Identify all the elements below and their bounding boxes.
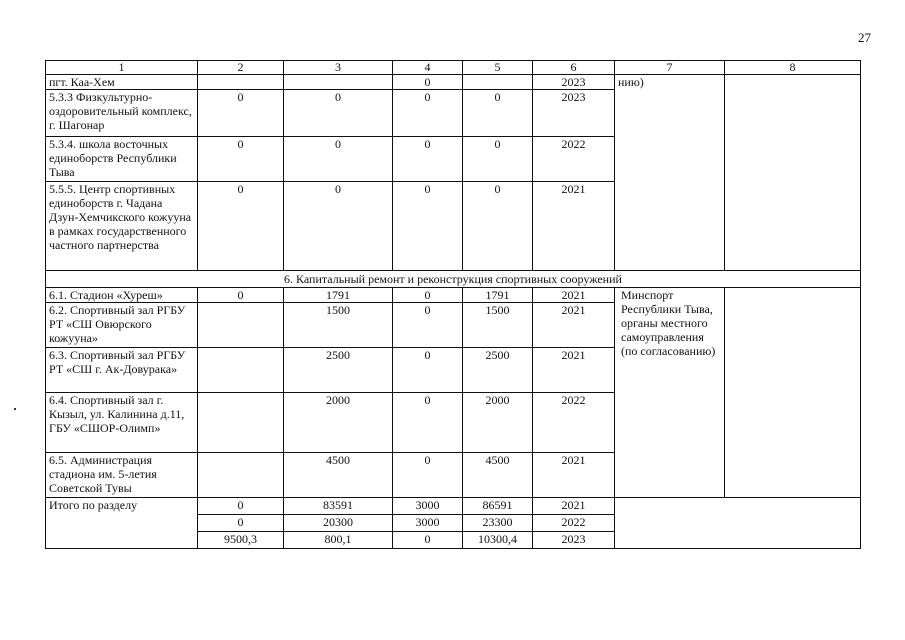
cell	[198, 393, 284, 453]
cell: 0	[393, 90, 463, 137]
total-empty-cell	[615, 498, 861, 549]
cell: 0	[463, 182, 533, 271]
cell: 2021	[533, 348, 615, 393]
cell: 0	[198, 288, 284, 303]
responsible-cell: нию)	[615, 75, 725, 271]
section-row	[46, 271, 861, 288]
cell: 20300	[284, 515, 393, 532]
cell: 0	[198, 498, 284, 515]
cell: 1500	[284, 303, 393, 348]
cell: 2022	[533, 393, 615, 453]
cell: 2023	[533, 75, 615, 90]
cell: 0	[393, 348, 463, 393]
notes-cell	[725, 288, 861, 498]
cell: 2500	[463, 348, 533, 393]
cell: 3000	[393, 498, 463, 515]
row-name: 6.4. Спортивный зал г. Кызыл, ул. Калинина д.11, ГБУ «СШОР-Олимп»	[46, 393, 198, 453]
cell: 0	[393, 532, 463, 549]
cell: 9500,3	[198, 532, 284, 549]
cell: 86591	[463, 498, 533, 515]
col-header-1: 1	[46, 61, 198, 75]
row-name: 5.3.4. школа восточных единоборств Республики Тыва	[46, 137, 198, 182]
cell: 4500	[463, 453, 533, 498]
cell: 23300	[463, 515, 533, 532]
table-row	[46, 288, 861, 303]
row-name: 6.5. Администрация стадиона им. 5-летия Советской Тувы	[46, 453, 198, 498]
cell: 10300,4	[463, 532, 533, 549]
cell: 2022	[533, 515, 615, 532]
responsible-cell: Минспорт Республики Тыва, органы местного самоуправления (по согласованию)	[615, 288, 725, 498]
cell: 2021	[533, 453, 615, 498]
cell: 800,1	[284, 532, 393, 549]
total-label: Итого по разделу	[46, 498, 198, 549]
cell	[284, 75, 393, 90]
col-header-7: 7	[615, 61, 725, 75]
margin-dot	[14, 408, 16, 410]
cell: 2500	[284, 348, 393, 393]
cell: 83591	[284, 498, 393, 515]
cell: 0	[198, 137, 284, 182]
cell	[198, 453, 284, 498]
cell: 0	[463, 90, 533, 137]
cell: 2021	[533, 288, 615, 303]
cell: 0	[463, 137, 533, 182]
cell: 0	[393, 182, 463, 271]
cell	[198, 75, 284, 90]
cell: 2022	[533, 137, 615, 182]
cell: 4500	[284, 453, 393, 498]
cell: 0	[284, 90, 393, 137]
total-row	[46, 498, 861, 515]
col-header-5: 5	[463, 61, 533, 75]
cell: 1791	[463, 288, 533, 303]
cell: 1500	[463, 303, 533, 348]
cell: 2021	[533, 182, 615, 271]
cell	[463, 75, 533, 90]
cell: 0	[284, 182, 393, 271]
cell: 0	[198, 182, 284, 271]
cell: 1791	[284, 288, 393, 303]
cell	[198, 303, 284, 348]
cell: 0	[393, 137, 463, 182]
cell: 0	[198, 90, 284, 137]
document-table	[45, 60, 861, 549]
table-row	[46, 75, 861, 90]
row-name: 6.1. Стадион «Хуреш»	[46, 288, 198, 303]
row-name: пгт. Каа-Хем	[46, 75, 198, 90]
cell: 2023	[533, 532, 615, 549]
row-name: 5.5.5. Центр спортивных единоборств г. Чадана Дзун-Хемчикского кожууна в рамках государственного частного партнерства	[46, 182, 198, 271]
cell: 0	[393, 453, 463, 498]
cell: 2000	[463, 393, 533, 453]
cell: 0	[393, 303, 463, 348]
col-header-2: 2	[198, 61, 284, 75]
col-header-3: 3	[284, 61, 393, 75]
row-name: 5.3.3 Физкультурно-оздоровительный комплекс, г. Шагонар	[46, 90, 198, 137]
cell: 0	[393, 288, 463, 303]
cell: 0	[284, 137, 393, 182]
cell: 2021	[533, 498, 615, 515]
row-name: 6.3. Спортивный зал РГБУ РТ «СШ г. Ак-Довурака»	[46, 348, 198, 393]
cell: 2023	[533, 90, 615, 137]
col-header-6: 6	[533, 61, 615, 75]
row-name: 6.2. Спортивный зал РГБУ РТ «СШ Овюрского кожууна»	[46, 303, 198, 348]
col-header-4: 4	[393, 61, 463, 75]
cell: 2021	[533, 303, 615, 348]
cell: 0	[393, 393, 463, 453]
cell: 0	[393, 75, 463, 90]
header-row	[46, 61, 861, 75]
page-number: 27	[858, 30, 871, 45]
cell: 3000	[393, 515, 463, 532]
cell: 2000	[284, 393, 393, 453]
cell: 0	[198, 515, 284, 532]
notes-cell	[725, 75, 861, 271]
cell	[198, 348, 284, 393]
section-title: 6. Капитальный ремонт и реконструкция спортивных сооружений	[46, 271, 861, 288]
col-header-8: 8	[725, 61, 861, 75]
